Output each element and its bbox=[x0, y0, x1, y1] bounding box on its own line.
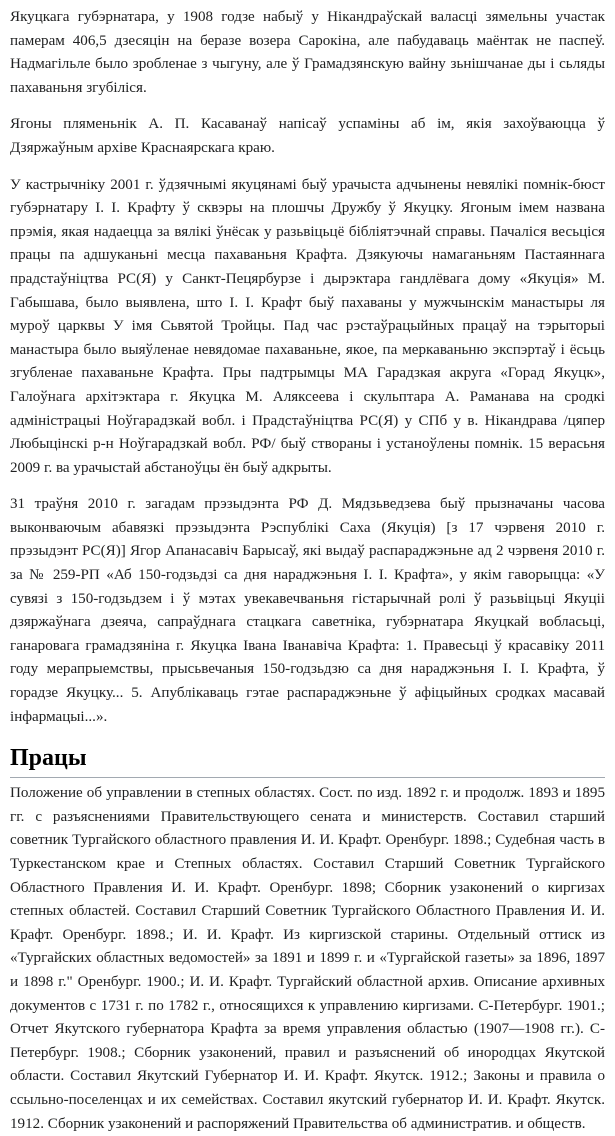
works-section bbox=[10, 782, 605, 1136]
section-heading-works: Працы bbox=[10, 742, 605, 778]
paragraph-memoirs: Ягоны пляменьнік А. П. Касаванаў напісаў успаміны аб ім, якія захоўваюцца ў Дзяржаўным архіве Краснаярскага краю. bbox=[10, 116, 605, 156]
article-body bbox=[10, 6, 605, 1136]
paragraph-anniversary: 31 траўня 2010 г. загадам прэзыдэнта РФ Д. Мядзьведзева быў прызначаны часова выконваючым абавязкі прэзыдэнта Рэспублікі Саха (Якуція) [з 17 чэрвеня 2010 г. прэзыдэнт РС(Я)] Ягор Апанасавіч Барысаў, які выдаў распараджэньне ад 2 чэрвеня 2010 г. за № 259-РП «Аб 150-годзьдзі са дня нараджэньня І. І. Крафта», у якім гаворыцца: «У сувязі з 150-годзьдзем і ў мэтах увекавечваньня гістарычнай ролі ў разьвіцьці Якуціі дзяржаўнага дзеяча, сапраўднага стацкага саветніка, губэрнатара Якуцкай вобласьці, ганаровага грамадзяніна г. Якуцка Івана Іванавіча Крафта: 1. Правесьці ў красавіку 2011 году мерапрыемствы, прысьвечаныя 150-годзьдзю са дня нараджэньня І. І. Крафта, ў горадзе Якуцку... 5. Апублікаваць гэтае распараджэньне ў афіцыйных сродках масавай інфармацыі...». bbox=[10, 496, 605, 725]
paragraph-monument: У кастрычніку 2001 г. ўдзячнымі якуцянамі быў урачыста адчынены невялікі помнік-бюст губэрнатару І. І. Крафту ў сквэры на плошчы Дружбу ў Якуцку. Ягоным імем названа прэмія, якая надаецца за вялікі ўнёсак у разьвіцьцё бібліятэчнай справы. Пачаліся весьціся працы па адшуканьні месца пахаваньня Крафта. Дзякуючы намаганьням Пастаяннага прадстаўніцтва РС(Я) у Санкт-Пецярбурзе і дырэктара гандлёвага дому «Якуція» М. Габышава, было выявлена, што І. І. Крафт быў пахаваны у мужчынскім манастыры ля муроў царквы У імя Сьвятой Тройцы. Пад час рэстаўрацыйных працаў на тэрыторыі манастыра было выяўленае невядомае пахаваньне, якое, па меркаваньню экспэртаў і ёсьць згубленае пахаваньне Крафта. Пры падтрымцы МА Гарадзкая акруга «Горад Якуцк», Галоўнага архітэктара г. Якуцка М. Аляксеева і скульптара А. Раманава на сродкі адміністрацыі Ноўгарадзкай вобл. і Прадстаўніцтва РС(Я) у СПб у в. Нікандрава /цяпер Любыцінскі р-н Ноўгарадзкай вобл. РФ/ быў створаны і устаноўлены помнік. 15 верасьня 2009 г. ва урачыстай абстаноўцы ён быў адкрыты. bbox=[10, 176, 605, 476]
paragraph-burial: Якуцкага губэрнатара, у 1908 годзе набыў у Нікандраўскай валасцi зямельны участак памерам 406,5 дзесяцін на беразе возера Сарокіна, але пабудаваць маёнтак не паспеў. Надмагільле было зробленае з чыгуну, але ў Грамадзянскую вайну зьнішчанае ды і сьляды пахаваньня згубіліся. bbox=[10, 9, 605, 96]
works-list-text: Положение об управлении в степных областях. Сост. по изд. 1892 г. и продолж. 1893 и 1895 гг. с разъяснениями Правительствующего сената и министерств. Составил старший советник Тургайского областного правления И. И. Крафт. Оренбург. 1898.; Судебная часть в Туркестанском крае и Степных областях. Составил Старший Советник Тургайского Областного Правления И. И. Крафт. Оренбург. 1898; Сборник узаконений о киргизах степных областей. Составил Старший Советник Тургайского Областного Правления И. И. Крафт. Оренбург. 1898.; И. И. Крафт. Из киргизской старины. Отдельный оттиск из «Тургайских областных ведомостей» за 1891 и 1899 г. и «Тургайской газеты» за 1896, 1897 и 1898 г." Оренбург. 1900.; И. И. Крафт. Тургайский областной архив. Описание архивных документов с 1731 г. по 1782 г., относящихся к управлению киргизами. С-Петербург. 1901.; Отчет Якутского губернатора Крафта за время управления областью (1907—1908 гг.). С-Петербург. 1908.; Сборник узаконений, правил и разъяснений об инородцах Якутской области. Составил Якутский Губернатор И. И. Крафт. Якутск. 1912.; Законы и правила о ссыльно-поселенцах и их семействах. Составил якутский губернатор И. И. Крафт. Якутск. 1912. Сборник узаконений и распоряжений Правительства об административ. и обществ. bbox=[10, 785, 605, 1132]
